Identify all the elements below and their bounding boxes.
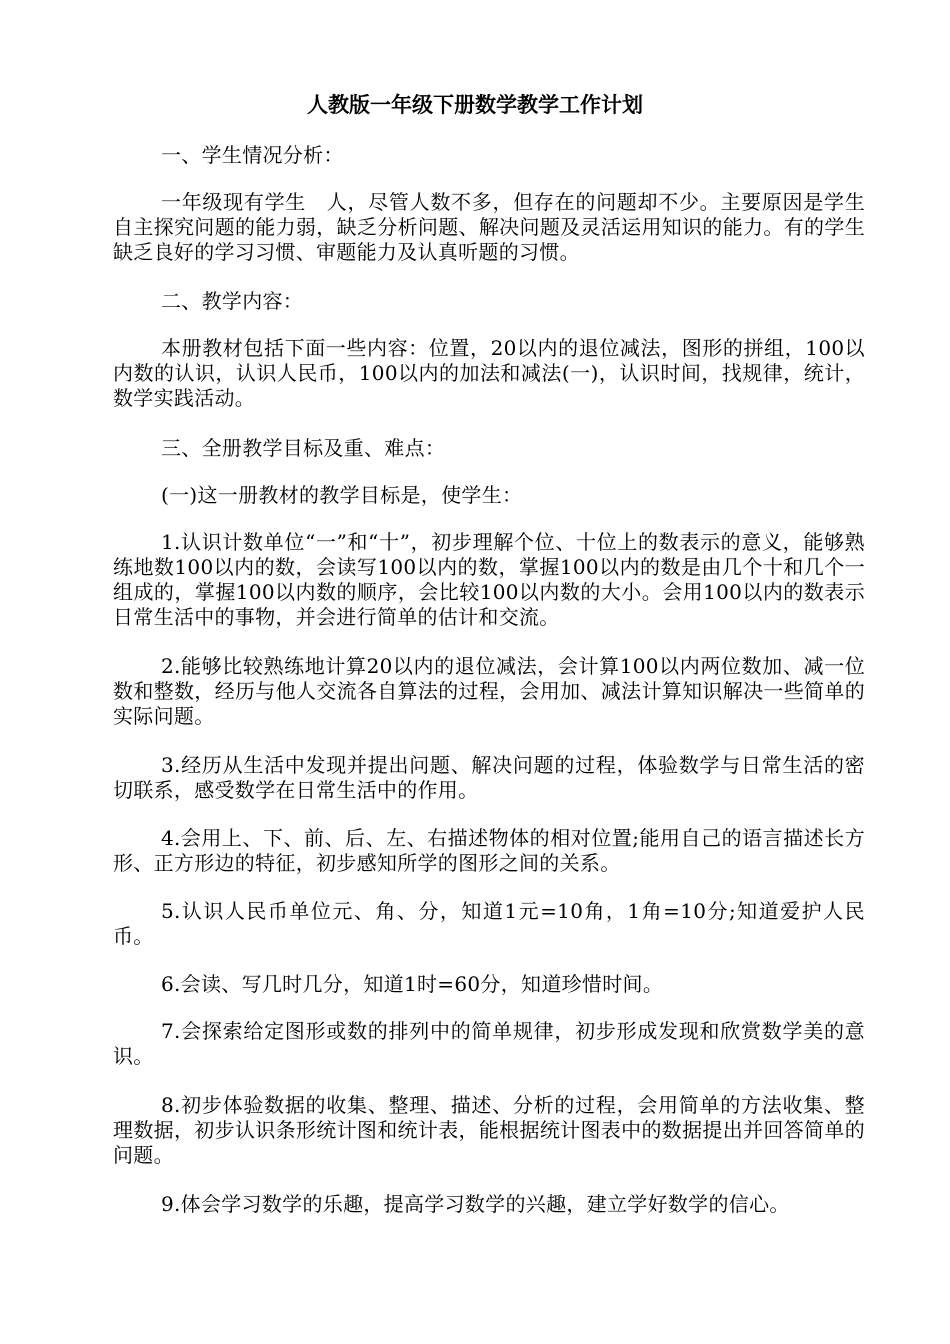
section-heading-objectives: 三、全册教学目标及重、难点：: [161, 436, 446, 460]
document-title: 人教版一年级下册数学教学工作计划: [307, 92, 643, 117]
objective-item-5: 5.认识人民币单位元、角、分，知道1元=10角，1角=10分;知道爱护人民币。: [113, 899, 865, 948]
section-heading-student-analysis: 一、学生情况分析：: [161, 143, 344, 167]
objective-item-3: 3.经历从生活中发现并提出问题、解决问题的过程，体验数学与日常生活的密切联系，感受数学在日常生活中的作用。: [113, 753, 865, 802]
paragraph-teaching-content: 本册教材包括下面一些内容：位置，20以内的退位减法，图形的拼组，100以内数的认识，认识人民币，100以内的加法和减法(一)，认识时间，找规律，统计，数学实践活动。: [113, 336, 865, 410]
objective-item-9: 9.体会学习数学的乐趣，提高学习数学的兴趣，建立学好数学的信心。: [161, 1192, 790, 1216]
objective-item-2: 2.能够比较熟练地计算20以内的退位减法，会计算100以内两位数加、减一位数和整数，经历与他人交流各自算法的过程，会用加、减法计算知识解决一些简单的实际问题。: [113, 654, 865, 728]
section-heading-teaching-content: 二、教学内容：: [161, 289, 304, 313]
subheading-objectives: (一)这一册教材的教学目标是，使学生：: [161, 483, 523, 507]
paragraph-student-analysis: 一年级现有学生 人，尽管人数不多，但存在的问题却不少。主要原因是学生自主探究问题的能力弱，缺乏分析问题、解决问题及灵活运用知识的能力。有的学生缺乏良好的学习习惯、审题能力及认真听题的习惯。: [113, 190, 865, 264]
objective-item-7: 7.会探索给定图形或数的排列中的简单规律，初步形成发现和欣赏数学美的意识。: [113, 1019, 865, 1068]
objective-item-6: 6.会读、写几时几分，知道1时=60分，知道珍惜时间。: [161, 972, 664, 996]
objective-item-8: 8.初步体验数据的收集、整理、描述、分析的过程，会用简单的方法收集、整理数据，初步认识条形统计图和统计表，能根据统计图表中的数据提出并回答简单的问题。: [113, 1093, 865, 1167]
objective-item-4: 4.会用上、下、前、后、左、右描述物体的相对位置;能用自己的语言描述长方形、正方形边的特征，初步感知所学的图形之间的关系。: [113, 826, 865, 875]
objective-item-1: 1.认识计数单位“一”和“十”，初步理解个位、十位上的数表示的意义，能够熟练地数100以内的数，会读写100以内的数，掌握100以内的数是由几个十和几个一组成的，掌握100以内数的顺序，会比较100以内数的大小。会用100以内的数表示日常生活中的事物，并会进行简单的估计和交流。: [113, 530, 865, 629]
